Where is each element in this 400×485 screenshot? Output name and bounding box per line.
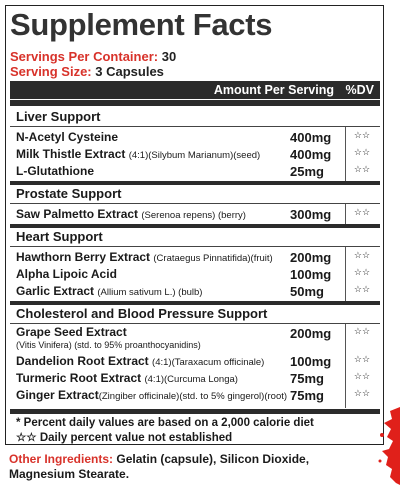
dv-value: ☆☆ [353,267,371,277]
panel-title: Supplement Facts [10,7,273,42]
table-row [16,164,380,180]
ingredient-amount: 100mg [290,267,332,282]
ingredient-amount: 75mg [290,371,324,386]
dv-value: ☆☆ [353,326,371,336]
table-row [16,267,380,283]
table-row [16,130,380,146]
amount-per-serving-header: Amount Per Serving [213,83,334,97]
ingredient-amount: 400mg [290,147,332,162]
ingredient-detail: (Zingiber officinale)(std. to 5% gingerol)(root) [98,391,288,402]
ingredient-amount: 200mg [290,326,332,341]
ingredient-name: Dandelion Root Extract [16,354,149,368]
header-underline [10,100,380,106]
dv-column-divider [345,204,346,224]
table-row [16,147,380,163]
table-bottom-bar [10,409,380,414]
section-title-prostate: Prostate Support [16,186,122,201]
servings-label: Servings Per Container: [10,49,159,64]
dv-value: ☆☆ [353,388,371,398]
ingredient-name: Turmeric Root Extract [16,371,142,385]
serving-size-label: Serving Size: [10,64,92,79]
column-header-bar [10,81,380,99]
dv-column-divider [345,324,346,408]
ingredient-amount: 50mg [290,284,324,299]
section-divider [10,126,380,127]
other-ingredients-value: Gelatin (capsule), Silicon Dioxide, Magnesium Stearate. [9,452,310,481]
dv-value: ☆☆ [353,147,371,157]
table-row [16,207,380,223]
section-title-liver: Liver Support [16,109,101,124]
section-divider [10,203,380,204]
serving-size-value: 3 Capsules [95,64,164,79]
table-row [16,250,380,266]
ingredient-amount: 400mg [290,130,332,145]
footnote-calorie: * Percent daily values are based on a 2,000 calorie diet [16,417,314,429]
ingredient-amount: 300mg [290,207,332,222]
ingredient-amount: 75mg [290,388,324,403]
ingredient-name: Ginger Extract [16,388,99,402]
serving-size [10,64,164,79]
dv-column-divider [345,127,346,181]
ingredient-name: Saw Palmetto Extract [16,207,139,221]
red-splatter-decoration [378,405,400,485]
table-row [16,354,380,370]
table-row [16,388,380,404]
ingredient-amount: 25mg [290,164,324,179]
dv-column-divider [345,247,346,301]
section-title-cholesterol: Cholesterol and Blood Pressure Support [16,306,268,321]
ingredient-name: Hawthorn Berry Extract [16,250,151,264]
supplement-facts-panel [5,5,384,445]
ingredient-name: N-Acetyl Cysteine [16,130,119,144]
table-row [16,284,380,300]
table-row [16,371,380,387]
ingredient-name: L-Glutathione [16,164,94,178]
ingredient-detail: (Vitis Vinifera) (std. to 95% proanthocyanidins) [16,340,201,350]
dv-value: ☆☆ [353,354,371,364]
section-separator [10,181,380,185]
servings-value: 30 [161,49,177,64]
table-row [16,326,380,354]
ingredient-detail: (4:1)(Taraxacum officinale) [152,357,265,368]
section-separator [10,301,380,305]
section-separator [10,224,380,228]
section-divider [10,323,380,324]
other-ingredients-label: Other Ingredients: [9,452,114,466]
ingredient-name: Garlic Extract [16,284,95,298]
ingredient-detail: (4:1)(Silybum Marianum)(seed) [128,150,261,161]
servings-per-container [10,49,176,64]
ingredient-name: Grape Seed Extract [16,325,127,339]
ingredient-detail: (4:1)(Curcuma Longa) [144,374,238,385]
other-ingredients [9,452,339,482]
ingredient-detail: (Crataegus Pinnatifida)(fruit) [153,253,273,264]
dv-value: ☆☆ [353,371,371,381]
ingredient-detail: (Allium sativum L.) (bulb) [97,287,203,298]
dv-value: ☆☆ [353,207,371,217]
ingredient-amount: 100mg [290,354,332,369]
section-divider [10,246,380,247]
dv-value: ☆☆ [353,284,371,294]
ingredient-name: Milk Thistle Extract [16,147,126,161]
dv-value: ☆☆ [353,130,371,140]
ingredient-detail: (Serenoa repens) (berry) [141,210,246,221]
dv-value: ☆☆ [353,250,371,260]
ingredient-amount: 200mg [290,250,332,265]
footnote-dv: ☆☆ Daily percent value not established [16,432,233,444]
dv-header: %DV [345,83,374,97]
section-title-heart: Heart Support [16,229,103,244]
dv-value: ☆☆ [353,164,371,174]
ingredient-name: Alpha Lipoic Acid [16,267,117,281]
